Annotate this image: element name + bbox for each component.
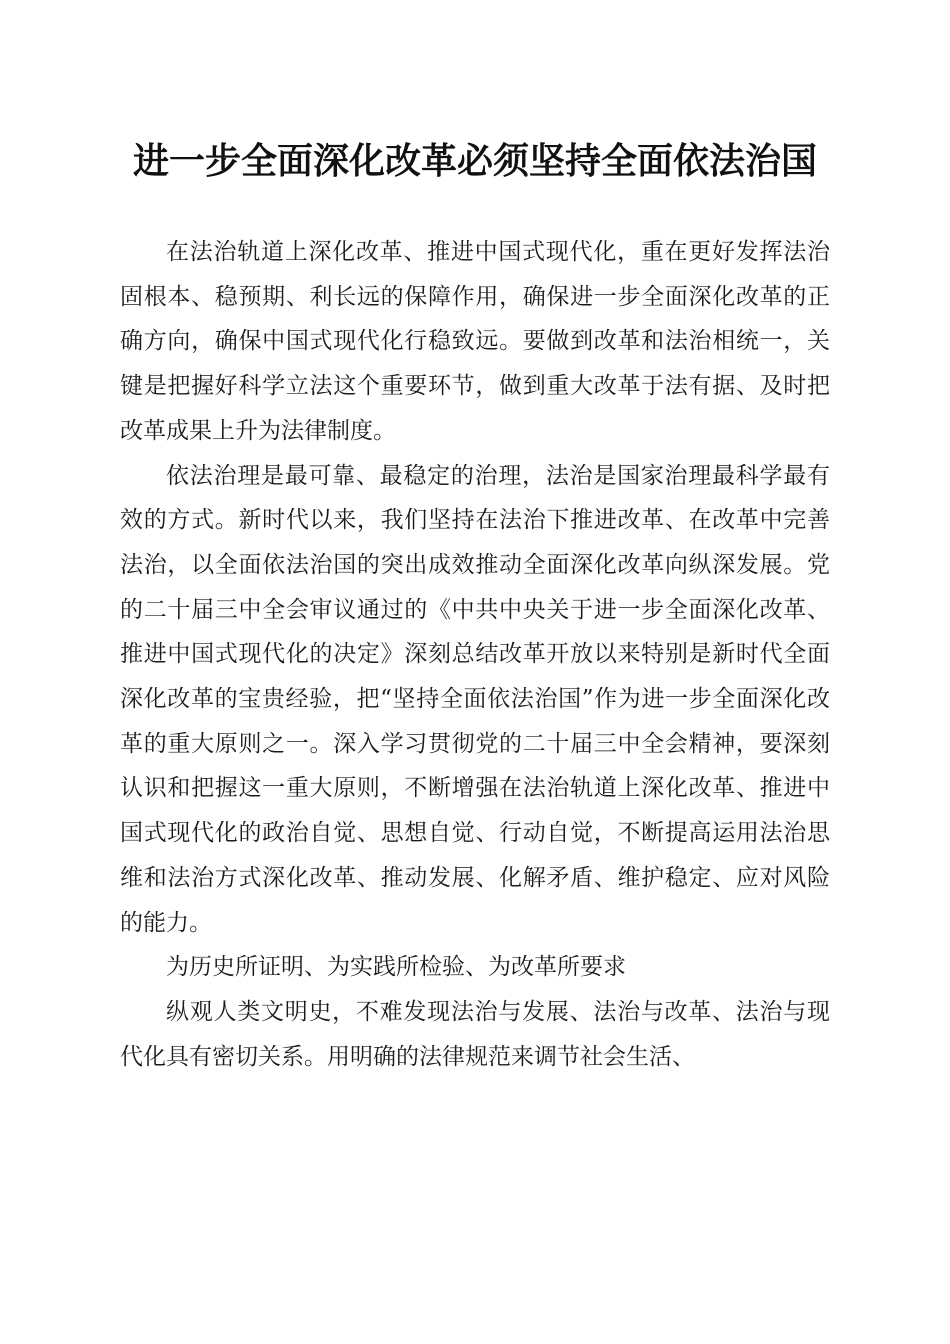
- paragraph-2: 依法治理是最可靠、最稳定的治理，法治是国家治理最科学最有效的方式。新时代以来，我们坚持在法治下推进改革、在改革中完善法治，以全面依法治国的突出成效推动全面深化改革向纵深发展。党的二十届三中全会审议通过的《中共中央关于进一步全面深化改革、推进中国式现代化的决定》深刻总结改革开放以来特别是新时代全面深化改革的宝贵经验，把“坚持全面依法治国”作为进一步全面深化改革的重大原则之一。深入学习贯彻党的二十届三中全会精神，要深刻认识和把握这一重大原则，不断增强在法治轨道上深化改革、推进中国式现代化的政治自觉、思想自觉、行动自觉，不断提高运用法治思维和法治方式深化改革、推动发展、化解矛盾、维护稳定、应对风险的能力。: [120, 462, 830, 936]
- document-title: 进一步全面深化改革必须坚持全面依法治国: [132, 140, 817, 182]
- document-body: [120, 230, 830, 1079]
- section-heading: 为历史所证明、为实践所检验、为改革所要求: [166, 954, 626, 981]
- paragraph-1: 在法治轨道上深化改革、推进中国式现代化，重在更好发挥法治固根本、稳预期、利长远的保障作用，确保进一步全面深化改革的正确方向，确保中国式现代化行稳致远。要做到改革和法治相统一，关键是把握好科学立法这个重要环节，做到重大改革于法有据、及时把改革成果上升为法律制度。: [120, 239, 830, 444]
- paragraph-3: 纵观人类文明史，不难发现法治与发展、法治与改革、法治与现代化具有密切关系。用明确的法律规范来调节社会生活、: [120, 998, 830, 1070]
